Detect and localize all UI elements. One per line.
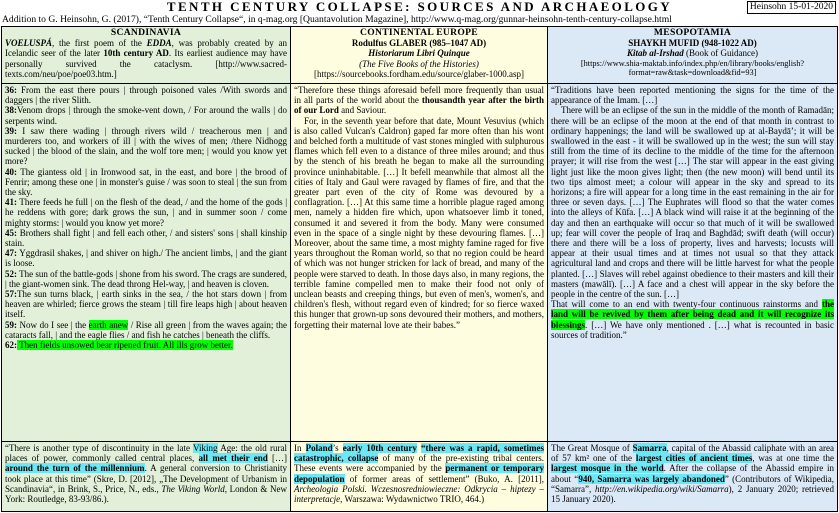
scandinavia-header — [2, 27, 291, 84]
verse-number: 38: — [5, 105, 17, 116]
scandinavia-archaeology: “There is another type of discontinuity in the late Viking Age: the old rural places of power, commonly called central places, all met their end […] around the turn of the millennium. A general conversion to Christianity took place at this time” (Skre, D. [2012], „The Development of Urbanism in Scandinavia“, in Brink, S., Price, N., eds., The Viking World, London & New York: Routledge, 83-93/86.). — [2, 442, 291, 511]
page-title — [0, 0, 839, 13]
mesopotamia-author: SHAYKH MUFID (948-1022 AD) — [628, 38, 757, 49]
highlight-rapid-collapse: “there was a rapid, sometimes catastrophic, collapse — [294, 443, 545, 464]
mesopotamia-source-url[interactable]: [https://www.shia-maktab.info/index.php/en/library/books/english?format=raw&task=download&fid=93] — [580, 58, 805, 78]
verse-item — [5, 228, 287, 248]
mesopotamia-header — [548, 27, 837, 84]
verse-number: 45: — [5, 227, 17, 238]
mesopotamia-work-line: Kitab al-Irshad (Book of Guidance) — [627, 48, 758, 59]
highlight-poland: Poland — [305, 443, 333, 453]
verse-number: 39: — [5, 125, 17, 136]
mesopotamia-archaeology: The Great Mosque of Samarra, capital of the Abassid caliphate with an area of 57 km² one of the largest cities of ancient times, was at one time the largest mosque in the world. After the collapse of the Abassid empire in about “940, Samarra was largely abandoned” (Contributors of Wikipedia, “Samarra”, http://en.wikipedia.org/wiki/Samarra), 2 January 2020; retrieved 15 January 2020). — [548, 442, 837, 511]
verse-number: 41: — [5, 197, 17, 208]
verse-text: Brothers shall fight | and fell each other, / and sisters' sons | shall kinship stain. — [5, 227, 287, 249]
verse-text: There feeds he full | on the flesh of the dead, / and the home of the gods | he reddens with gore; dark grows the sun, | and in summer soon / come mighty storms: | would you know yet more? — [5, 197, 287, 228]
europe-work-translation: (The Five Books of the Histories) — [359, 58, 479, 69]
verse-item — [5, 85, 287, 105]
verse-item — [5, 197, 287, 228]
verse-number: 52: — [5, 268, 17, 279]
verse-item — [5, 289, 287, 320]
author-date-stamp: Heinsohn 15-01-2020 — [747, 1, 836, 14]
highlight-samarra-abandoned: 940, Samarra was largely abandoned — [578, 473, 725, 484]
europe-archaeology: In Poland’s early 10th century “there was a rapid, sometimes catastrophic, collapse of many of the pre-existing tribal centers. These events were accompanied by the permanent or temporary depopulation of former areas of settlement” (Buko, A. [2011], Archeologia Polski. Wczesnosredniowieczne: Odkrycia – hiptezy – interpretacje, Warszawa: Wydawnictwo TRIO, 464.) — [291, 442, 548, 511]
europe-region-title: CONTINENTAL EUROPE — [360, 27, 478, 38]
verse-item — [5, 269, 287, 289]
europe-source-url[interactable]: [https://sourcebooks.fordham.edu/source/glaber-1000.asp] — [313, 68, 524, 79]
highlight-largest-mosque: largest mosque in the world — [551, 463, 664, 474]
highlight-viking: Viking — [193, 443, 218, 453]
verse-item — [5, 340, 287, 350]
highlight-all-met-their-end: all met their end — [198, 453, 268, 464]
verse-text: The sun of the battle-gods | shone from his sword. The crags are sundered, | the giant-women sink. The dead throng Hel-way, | and heaven is cloven. — [5, 268, 287, 289]
verse-item — [5, 105, 287, 125]
highlight-largest-cities: largest cities of ancient times — [635, 453, 753, 464]
verse-text: Now do I see | the — [17, 319, 89, 330]
wikipedia-link[interactable]: http://en.wikipedia.org/wiki/Samarra — [595, 483, 729, 494]
verse-item — [5, 126, 287, 167]
verse-item — [5, 320, 287, 340]
highlight-turn-of-millennium: around the turn of the millennium — [5, 463, 145, 474]
highlight-early-10th-century: early 10th century — [342, 443, 417, 453]
verse-text: / Rise all green | from the waves again; the cataracts fall, | and the eagle flies / and fish he catches | beneath the cliffs. — [5, 319, 287, 340]
verse-text: The giantess old | in Ironwood sat, in the east, and bore | the brood of Fenrir; among these one | in monster's guise / was soon to steal | the sun from the sky. — [5, 166, 287, 198]
verse-text: Yggdrasil shakes, | and shiver on high./ The ancient limbs, | and the giant is loose. — [5, 248, 287, 269]
verse-number: 57: — [5, 289, 17, 300]
mesopotamia-paragraph-2: There will be an eclipse of the sun in the middle of the month of Ramadān; there will be an eclipse of the moon at the end of that month in contrast to ordinary happenings; the land will be swallowed up at al-Baydā’; it will be swallowed in the east - it will be swallowed up in the west; the sun will stay still from the time of its decline to the middle of the time for the afternoon prayer; it will rise from the west […] The star will appear in the east giving light just like the moon gives light; then (the new moon) will bend until its two tips almost meet; a colour will appear in the sky and spread to its horizons; a fire will appear for a long time in the east remaining in the air for three or seven days. […] The Euphrates will flood so that the water comes into the alleys of Kūfa. […] A black wind will raise it at the beginning of the day and then an earthquake will occur so that much of it will be swallowed up; fear will cover the people of Iraq and Baghdād; swift death (will occur) there and there will be a loss of property, lives and harvests; locusts will appear at their usual times and at times not usual so that they attack agricultural land and crops and there will be little harvest for what the people planted. […] Slaves will rebel against obedience to their masters and kill their masters (mawālī). […] A face and a chest will appear in the sky before the people in the centre of the sun. […] — [551, 105, 834, 300]
scandinavia-intro: VOELUSPÁ, the first poem of the EDDA, was probably created by an Icelandic seer of the later 10th century AD. Its earliest audience may have personally survived the cataclysm. [http://www.sacred-texts.com/neu/poe/poe03.htm.] — [5, 38, 287, 79]
mesopotamia-paragraph-3: That will come to an end with twenty-four continuous rainstorms and the land will be revived by them after being dead and it will recognize its blessings. […] We have only mentioned . […] what is recounted in basic sources of tradition.” — [551, 299, 834, 340]
highlight-depopulation: permanent or temporary depopulation — [294, 463, 544, 484]
title-text: TENTH CENTURY COLLAPSE: SOURCES AND ARCHAEOLOGY — [166, 0, 673, 14]
page-subtitle: Addition to G. Heinsohn, G. (2017), “Tenth Century Collapse“, in q-mag.org [Quantavolution Magazine], http://www.q-mag.org/gunnar-heinsohn-tenth-century-collapse.html — [2, 14, 672, 25]
verse-number: 59: — [5, 319, 17, 330]
europe-author: Rodulfus GLABER (985–1047 AD) — [351, 38, 487, 49]
europe-header — [291, 27, 548, 84]
europe-work-title: Historiarum Libri Quinque — [368, 48, 470, 59]
verse-text: I saw there wading | through rivers wild / treacherous men | and murderers too, and workers of ill | with the wives of men; /there Nidhogg sucked | the blood of the slain, and the wolf tore men; | would you know yet more? — [5, 125, 287, 167]
verse-item — [5, 167, 287, 198]
sources-table — [1, 26, 838, 512]
verse-text: From the east there pours | through poisoned vales /With swords and daggers | the river Slith. — [5, 85, 287, 106]
verse-item — [5, 248, 287, 268]
scandinavia-verses — [2, 84, 291, 442]
mesopotamia-region-title: MESOPOTAMIA — [653, 27, 732, 38]
highlight-earth-anew: earth anew — [88, 319, 129, 330]
europe-text — [291, 84, 548, 442]
highlight-ripened-fruit: Then fields unsowed bear ripened fruit. All ills grow better. — [17, 340, 233, 351]
europe-paragraph-1: “Therefore these things aforesaid befell more frequently than usual in all parts of the world about the thousandth year after the birth of our Lord and Saviour. — [294, 85, 544, 116]
mesopotamia-paragraph-1: “Traditions have been reported mentioning the signs for the time of the appearance of the Imam. […] — [551, 85, 834, 106]
verse-number: 47: — [5, 248, 17, 259]
mesopotamia-text — [548, 84, 837, 442]
verse-number: 36: — [5, 85, 17, 95]
verse-text: Venom drops | through the smoke-vent down, / For around the walls | do serpents wind. — [5, 105, 287, 126]
verse-text: The sun turns black, | earth sinks in the sea, / the hot stars down | from heaven are whirled; fierce grows the steam | till fire leaps high | about heaven itself. — [5, 289, 287, 320]
scandinavia-region-title: SCANDINAVIA — [110, 27, 182, 38]
verse-number: 40: — [5, 166, 17, 177]
europe-paragraph-2: For, in the seventh year before that date, Mount Vesuvius (which is also called Vulcan's Caldron) gaped far more often than his wont and belched forth a multitude of vast stones mingled with sulphurous flames which fell even to a distance of three miles around; and thus by the stench of his breath he began to make all the surrounding province uninhabitable. […] It befell meanwhile that almost all the cities of Italy and Gaul were ravaged by flames of fire, and that the greater part even of the city of Rome was devoured by a conflagration. […] At this same time a horrible plague raged among men, namely a hidden fire which, upon whatsoever limb it toned, consumed it and severed it from the body. Many were consumed even in the space of a single night by these devouring flames. […] Moreover, about the same time, a most mighty famine raged for five years throughout the Roman world, so that no region could be heard of which was not hunger stricken for lack of bread, and many of the people were starved to death. In those days also, in many regions, the terrible famine compelled men to make their food not only of unclean beasts and creeping things, but even of men's, women's, and children's flesh, without regard even of kindred; for so fierce waxed this hunger that grown-up sons devoured their mothers, and mothers, forgetting their maternal love ate their babes.” — [294, 115, 544, 330]
highlight-samarra: Samarra — [632, 443, 667, 453]
verse-number: 62: — [5, 340, 17, 351]
mesopotamia-highlight-revival: the land will be revived by them after being dead and it will recognize its blessings — [551, 299, 834, 330]
